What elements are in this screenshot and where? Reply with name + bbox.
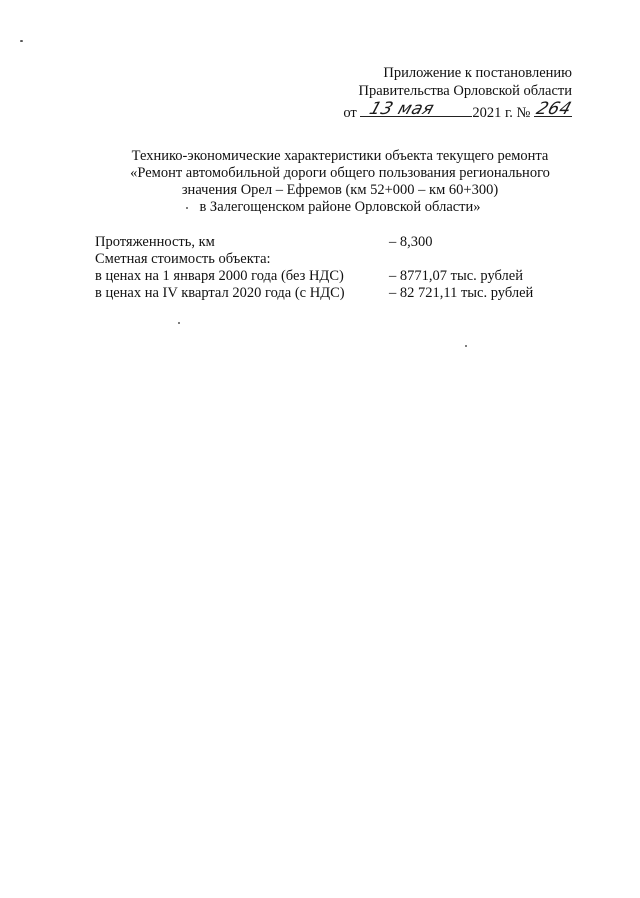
param-row <box>95 268 575 285</box>
year-text: 2021 г. № <box>472 105 531 121</box>
title-line-1: Технико-экономические характеристики объекта текущего ремонта <box>131 148 549 164</box>
param-value: – 8771,07 тыс. рублей <box>389 268 523 284</box>
appendix-line-2: Правительства Орловской области <box>358 83 572 99</box>
param-row <box>95 234 575 251</box>
scan-speck <box>178 322 180 324</box>
scan-speck <box>465 345 467 347</box>
param-value <box>389 251 575 268</box>
date-field <box>360 100 472 117</box>
from-prefix: от <box>343 105 357 121</box>
number-field <box>533 99 575 119</box>
parameters-list <box>95 234 575 302</box>
param-value: – 8,300 <box>389 234 433 250</box>
appendix-header <box>292 64 575 122</box>
title-line-3: значения Орел – Ефремов (км 52+000 – км 60+300) <box>181 182 499 198</box>
param-label: в ценах на 1 января 2000 года (без НДС) <box>95 268 344 284</box>
handwritten-date: 13 мая <box>367 99 438 119</box>
title-line-4: в Залегощенском районе Орловской области» <box>199 199 481 215</box>
param-row <box>95 251 575 268</box>
handwritten-number: 264 <box>533 99 575 119</box>
param-value: – 82 721,11 тыс. рублей <box>389 285 534 301</box>
title-line-2: «Ремонт автомобильной дороги общего пользования регионального <box>130 165 550 181</box>
param-label: Сметная стоимость объекта: <box>95 251 271 267</box>
appendix-date-row <box>292 99 575 122</box>
scan-speck <box>20 40 23 42</box>
param-label: в ценах на IV квартал 2020 года (с НДС) <box>95 285 345 301</box>
document-title <box>100 148 580 216</box>
param-row <box>95 285 575 302</box>
param-label: Протяженность, км <box>95 234 215 250</box>
appendix-line-1: Приложение к постановлению <box>383 65 572 81</box>
